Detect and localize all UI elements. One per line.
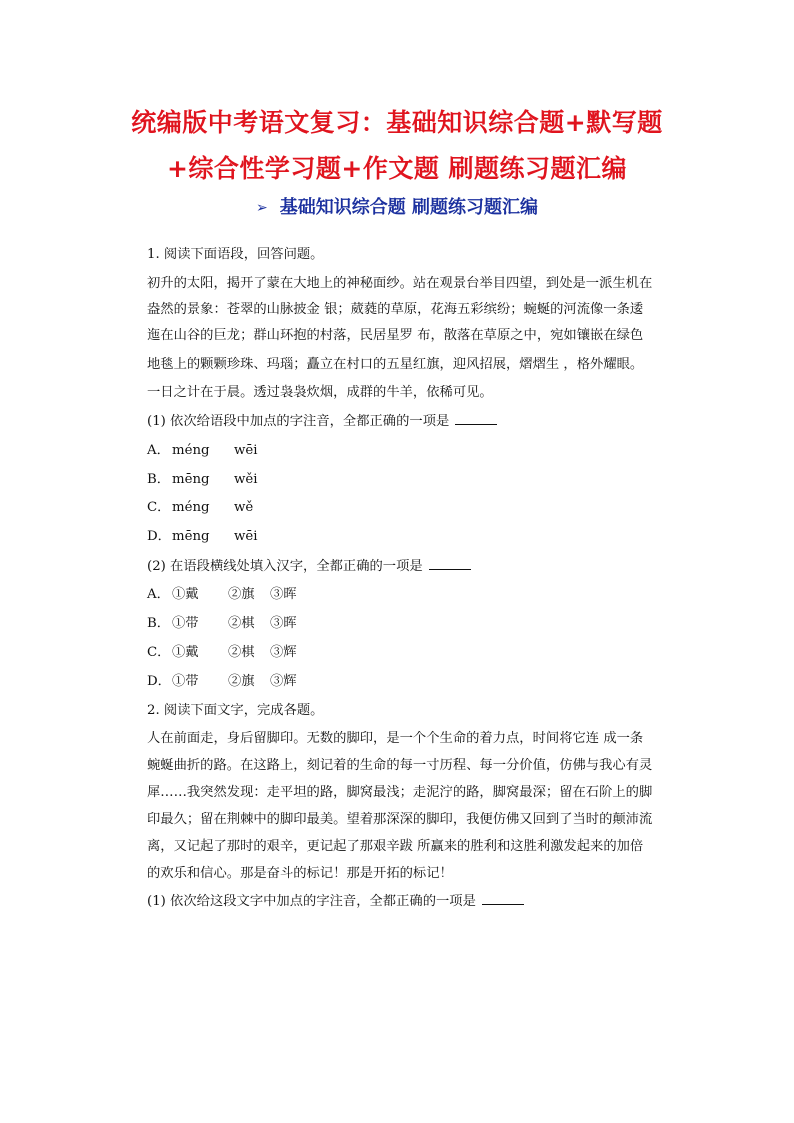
option-letter: D． [147, 529, 171, 544]
option-pinyin-1: mēng [172, 529, 210, 544]
option-letter: B． [147, 472, 171, 487]
q2-passage-line: 的欢乐和信心。那是奋斗的标记！那是开拓的标记！ [147, 866, 453, 881]
option-char-1: ①戴 [172, 645, 199, 660]
option-letter: C． [147, 645, 171, 660]
q1-sub1-option-d [147, 528, 279, 546]
q1-passage-line: 地毯上的颗颗珍珠、玛瑙；矗立在村口的五星红旗，迎风招展，熠熠生 ，格外耀眼。 [147, 357, 644, 372]
option-pinyin-2: wě [234, 500, 254, 515]
q2-passage-line: 人在前面走，身后留脚印。无数的脚印，是一个个生命的着力点，时间将它连 成一条 [147, 731, 644, 746]
option-char-1: ①戴 [172, 587, 199, 602]
option-char-2: ②旗 [228, 674, 255, 689]
q1-sub2-option-d [147, 673, 297, 691]
option-char-1: ①带 [172, 674, 199, 689]
option-pinyin-1: méng [172, 500, 210, 515]
document-title-line-2: +综合性学习题+作文题 刷题练习题汇编 [166, 154, 628, 183]
option-pinyin-2: wěi [234, 472, 258, 487]
answer-blank [455, 412, 497, 425]
option-char-2: ②棋 [228, 616, 255, 631]
q1-sub1-option-b [147, 471, 279, 489]
option-letter: B． [147, 616, 171, 631]
document-title-line-1: 统编版中考语文复习：基础知识综合题+默写题 [131, 108, 663, 137]
q1-passage-line: 初升的太阳，揭开了蒙在大地上的神秘面纱。站在观景台举目四望，到处是一派生机在 [147, 276, 653, 291]
question-2-stem: 2. 阅读下面文字，完成各题。 [147, 703, 324, 718]
q2-sub1-prompt-text: (1) 依次给这段文字中加点的字注音，全都正确的一项是 [147, 894, 476, 909]
option-letter: C． [147, 500, 171, 515]
option-pinyin-2: wēi [234, 529, 258, 544]
q2-passage-line: 蜿蜒曲折的路。在这路上，刻记着的生命的每一寸历程、每一分价值，仿佛与我心有灵 [147, 758, 653, 773]
arrow-bullet-icon: ➢ [256, 200, 268, 216]
q1-passage-line: 一日之计在于晨。透过袅袅炊烟，成群的牛羊，依稀可见。 [147, 385, 493, 400]
q1-sub1-prompt [147, 412, 497, 431]
q2-passage-line: 犀……我突然发现：走平坦的路，脚窝最浅；走泥泞的路，脚窝最深；留在石阶上的脚 [147, 785, 653, 800]
q1-passage-line: 迤在山谷的巨龙；群山环抱的村落，民居星罗 布，散落在草原之中，宛如镶嵌在绿色 [147, 328, 644, 343]
option-char-3: ③晖 [270, 616, 297, 631]
option-char-1: ①带 [172, 616, 199, 631]
q2-sub1-prompt [147, 892, 524, 911]
q2-passage-line: 印最久；留在荆棘中的脚印最美。望着那深深的脚印，我便仿佛又回到了当时的颠沛流 [147, 812, 653, 827]
q1-sub2-prompt-text: (2) 在语段横线处填入汉字，全都正确的一项是 [147, 559, 423, 574]
answer-blank [429, 557, 471, 570]
q1-sub1-prompt-text: (1) 依次给语段中加点的字注音，全都正确的一项是 [147, 414, 450, 429]
option-char-3: ③辉 [270, 645, 297, 660]
option-pinyin-2: wēi [234, 443, 258, 458]
q1-sub2-prompt [147, 557, 471, 576]
answer-blank [482, 892, 524, 905]
q1-sub1-option-a [147, 442, 279, 460]
option-char-3: ③晖 [270, 587, 297, 602]
q1-sub2-option-a [147, 586, 297, 604]
option-letter: D． [147, 674, 171, 689]
option-letter: A． [147, 443, 170, 458]
section-heading-text: 基础知识综合题 刷题练习题汇编 [279, 197, 538, 218]
section-heading [0, 196, 794, 221]
q1-sub2-option-b [147, 615, 297, 633]
option-letter: A． [147, 587, 170, 602]
q1-sub2-option-c [147, 644, 297, 662]
option-char-2: ②棋 [228, 645, 255, 660]
option-pinyin-1: méng [172, 443, 210, 458]
option-char-3: ③辉 [270, 674, 297, 689]
q1-passage-line: 盎然的景象：苍翠的山脉披金 银；葳蕤的草原，花海五彩缤纷；蜿蜒的河流像一条逶 [147, 302, 644, 317]
q2-passage-line: 离，又记起了那时的艰辛，更记起了那艰辛跋 所赢来的胜利和这胜利激发起来的加倍 [147, 839, 644, 854]
question-1-stem: 1. 阅读下面语段，回答问题。 [147, 247, 324, 262]
option-char-2: ②旗 [228, 587, 255, 602]
q1-sub1-option-c [147, 499, 279, 517]
option-pinyin-1: mēng [172, 472, 210, 487]
